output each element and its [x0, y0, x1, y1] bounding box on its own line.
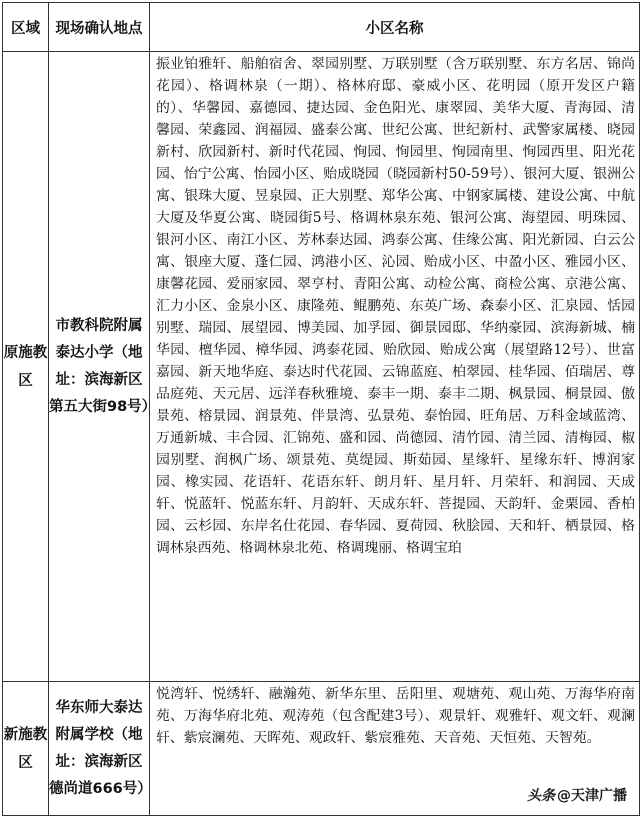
- header-site: 现场确认地点: [49, 3, 150, 52]
- header-communities: 小区名称: [150, 3, 640, 52]
- table-header-row: [3, 3, 640, 52]
- region-cell: 新施教区: [3, 682, 49, 816]
- communities-cell: 悦湾轩、悦绣轩、融瀚苑、新华东里、岳阳里、观塘苑、观山苑、万海华府南苑、万海华府北苑、观涛苑（包含配建3号）、观景轩、观雅轩、观文轩、观澜轩、紫宸澜苑、天晖苑、观政轩、紫宸雅苑、天音苑、天恒苑、天智苑。: [150, 682, 640, 816]
- toutiao-watermark: [524, 784, 630, 806]
- site-cell: 华东师大泰达附属学校（地址：滨海新区德尚道666号）: [49, 682, 150, 816]
- table-row: [3, 52, 640, 682]
- watermark-handle: @天津广播: [557, 788, 627, 804]
- communities-cell: 振业铂雅轩、船舶宿舍、翠园别墅、万联别墅（含万联别墅、东方名居、锦尚花园）、格调林泉（一期）、格林府邸、豪威小区、花明园（原开发区户籍的）、华馨园、嘉德园、捷达园、金色阳光、康翠园、美华大厦、青海园、清馨园、荣鑫园、润福园、盛泰公寓、世纪公寓、世纪新村、武警家属楼、晓园新村、欣园新村、新时代花园、恂园、恂园里、恂园南里、恂园西里、阳光花园、怡宁公寓、怡园小区、贻成晓园（晓园新村50-59号）、银河大厦、银洲公寓、银珠大厦、昱泉园、正大别墅、郑华公寓、中钢家属楼、建设公寓、中航大厦及华夏公寓、晓园街5号、格调林泉东苑、银河公寓、海望园、明珠园、银河小区、南江小区、芳林泰达园、鸿泰公寓、佳缘公寓、阳光新园、白云公寓、银座大厦、蓬仁园、鸿港小区、沁园、贻成小区、中盈小区、雅园小区、康馨花园、爱丽家园、翠亨村、青阳公寓、动检公寓、商检公寓、京港公寓、汇力小区、金泉小区、康隆苑、鲲鹏苑、东英广场、森泰小区、汇泉园、恬园别墅、瑞园、展望园、博美园、加孚园、御景园邸、华纳豪园、滨海新城、楠华园、檀华园、樟华园、鸿泰花园、贻欣园、贻成公寓（展望路12号）、世富嘉园、新天地华庭、泰达时代花园、云锦蓝庭、柏翠园、桂华园、佰瑞居、尊品庭苑、天元居、远洋春秋雅境、泰丰一期、泰丰二期、枫景园、桐景园、傲景苑、榕景园、润景苑、伴景湾、弘景苑、泰怡园、旺角居、万科金域蓝湾、万通新城、丰合园、汇锦苑、盛和园、尚德园、清竹园、清兰园、清梅园、椒园别墅、润枫广场、颂景苑、莫缇园、斯茹园、星缘轩、星缘东轩、博润家园、橡实园、花语轩、花语东轩、朗月轩、星月轩、月荣轩、和润园、天成轩、悦蓝轩、悦蓝东轩、月韵轩、天成东轩、菩提园、天韵轩、金栗园、香柏园、云杉园、东岸名仕花园、春华园、夏荷园、秋脍园、天和轩、栖景园、格调林泉西苑、格调林泉北苑、格调瑰丽、格调宝珀: [150, 52, 640, 682]
- site-cell: 市教科院附属泰达小学（地址：滨海新区第五大街98号）: [49, 52, 150, 682]
- region-cell: 原施教区: [3, 52, 49, 682]
- school-district-table: [2, 2, 640, 816]
- header-region: 区域: [3, 3, 49, 52]
- watermark-platform: 头条: [527, 788, 555, 804]
